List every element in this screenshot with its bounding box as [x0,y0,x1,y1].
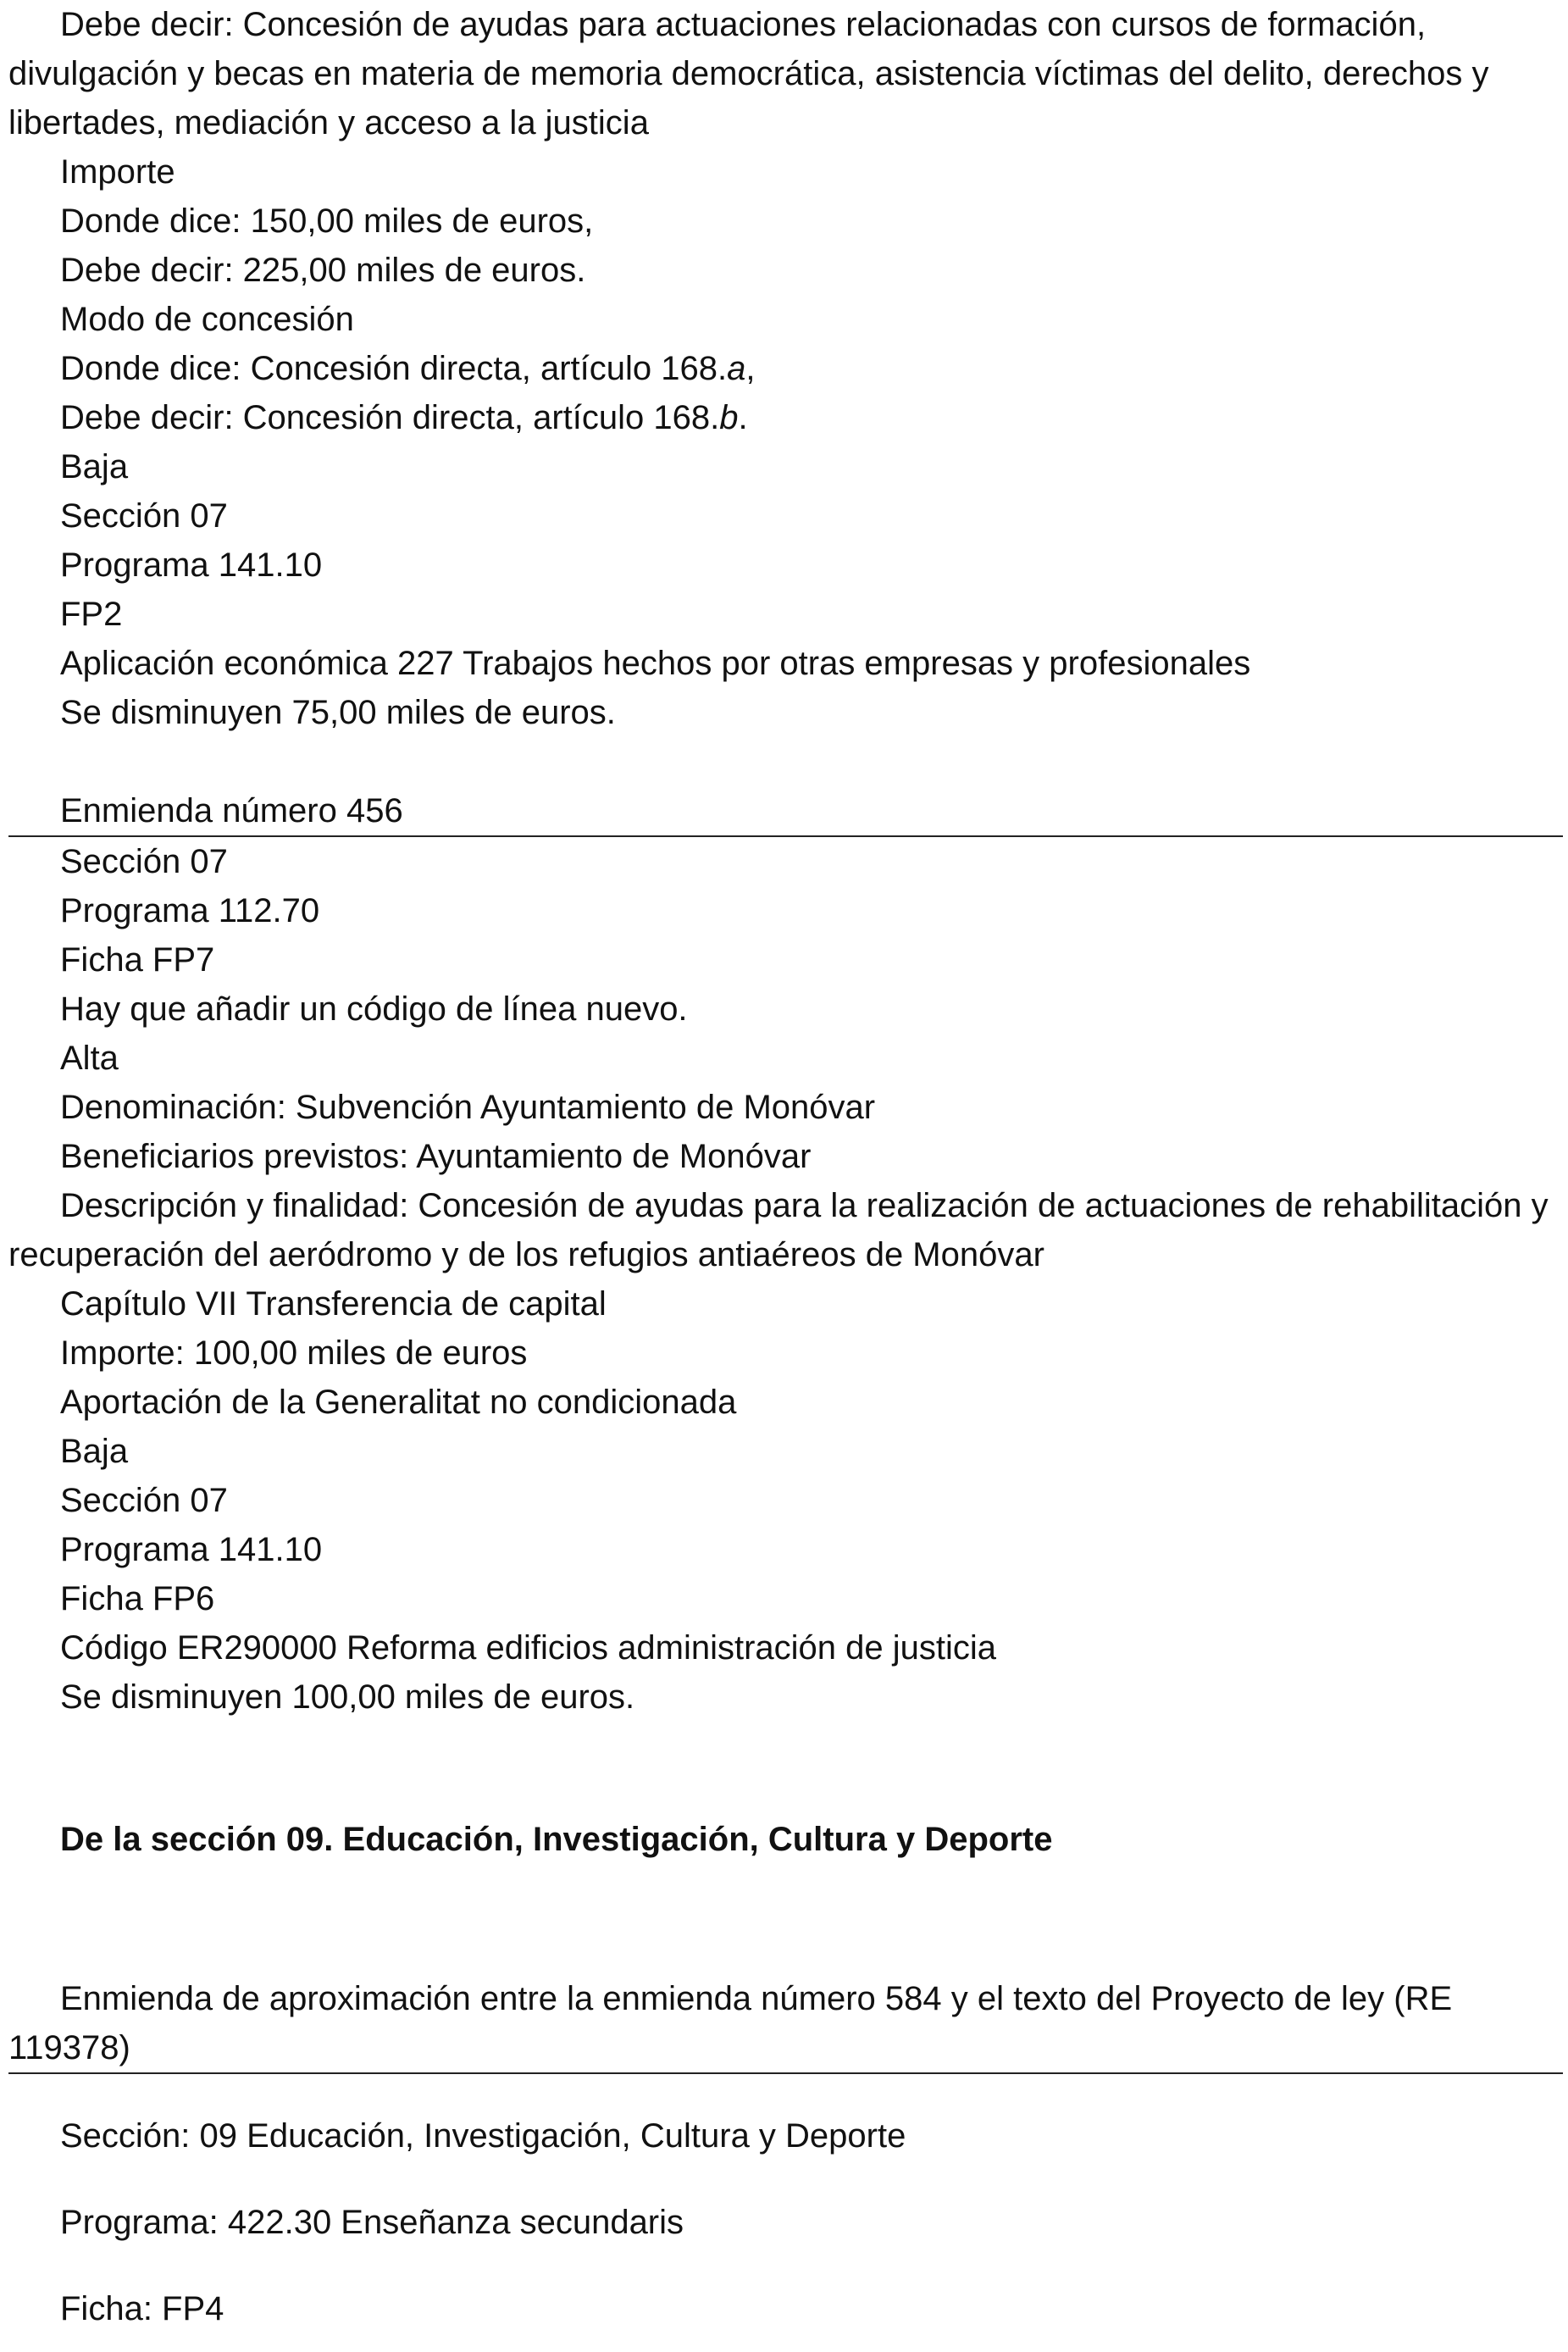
text-suffix-b: . [738,399,748,436]
spacer [8,737,1563,786]
paragraph-programa: Programa 141.10 [60,546,323,584]
text-donde-dice-modo: Donde dice: Concesión directa, artículo 168. [60,350,728,387]
enmienda-456-line: Sección 07 [60,843,228,880]
enmienda-456-line: Hay que añadir un código de línea nuevo. [60,990,688,1028]
enmienda-456-line: Programa 141.10 [60,1531,323,1568]
aproximacion-ficha: Ficha: FP4 [60,2290,224,2327]
spacer [8,1722,1563,1815]
paragraph-importe-label: Importe [60,153,175,191]
enmienda-456-line: Ficha FP6 [60,1580,215,1617]
enmienda-456-line: Sección 07 [60,1482,228,1519]
enmienda-456-line: Aportación de la Generalitat no condicionada [60,1384,737,1421]
paragraph-debe-decir-importe: Debe decir: 225,00 miles de euros. [60,252,586,289]
enmienda-456-line: Código ER290000 Reforma edificios administración de justicia [60,1629,997,1667]
paragraph-donde-dice-importe: Donde dice: 150,00 miles de euros, [60,202,594,240]
aproximacion-seccion: Sección: 09 Educación, Investigación, Cultura y Deporte [60,2117,906,2155]
text-italic-b: b [719,399,739,436]
spacer [8,2074,1563,2111]
enmienda-456-line: Importe: 100,00 miles de euros [60,1334,528,1372]
enmienda-456-line: Baja [60,1433,129,1470]
spacer [8,2247,1563,2284]
enmienda-456-line: Ficha FP7 [60,941,215,979]
paragraph-modo-concesion-label: Modo de concesión [60,301,354,338]
paragraph-donde-dice-modo [8,344,1563,393]
text-italic-a: a [727,350,746,387]
enmienda-456-title: Enmienda número 456 [60,792,403,829]
paragraph-debe-decir-modo [8,393,1563,442]
enmienda-456-line: Descripción y finalidad: Concesión de ayudas para la realización de actuaciones de rehabilitación y recuperación del aeródromo y de los refugios antiaéreos de Monóvar [8,1187,1549,1273]
enmienda-456-line: Alta [60,1040,119,1077]
paragraph-fp2: FP2 [60,596,123,633]
text-debe-decir-modo: Debe decir: Concesión directa, artículo 168. [60,399,720,436]
document-page [8,0,1563,2333]
paragraph-baja: Baja [60,448,129,485]
aproximacion-programa: Programa: 422.30 Enseñanza secundaris [60,2204,684,2241]
enmienda-456-line: Beneficiarios previstos: Ayuntamiento de Monóvar [60,1138,812,1175]
enmienda-456-line: Se disminuyen 100,00 miles de euros. [60,1678,635,1716]
enmienda-456-line: Programa 112.70 [60,892,320,929]
spacer [8,1864,1563,1974]
paragraph-debe-decir-descripcion: Debe decir: Concesión de ayudas para actuaciones relacionadas con cursos de formación, divulgación y becas en materia de memoria democrática, asistencia víctimas del delito, derechos y libertades, mediación y acceso a la justicia [8,6,1489,141]
enmienda-456-line: Denominación: Subvención Ayuntamiento de Monóvar [60,1089,876,1126]
aproximacion-title: Enmienda de aproximación entre la enmienda número 584 y el texto del Proyecto de ley (RE 119378) [8,1980,1453,2066]
spacer [8,2161,1563,2198]
enmienda-456-line: Capítulo VII Transferencia de capital [60,1285,607,1323]
text-suffix-a: , [745,350,756,387]
section-heading: De la sección 09. Educación, Investigación, Cultura y Deporte [60,1821,1053,1858]
paragraph-se-disminuyen: Se disminuyen 75,00 miles de euros. [60,694,616,731]
paragraph-aplicacion-economica: Aplicación económica 227 Trabajos hechos por otras empresas y profesionales [60,645,1251,682]
paragraph-seccion: Sección 07 [60,497,228,535]
